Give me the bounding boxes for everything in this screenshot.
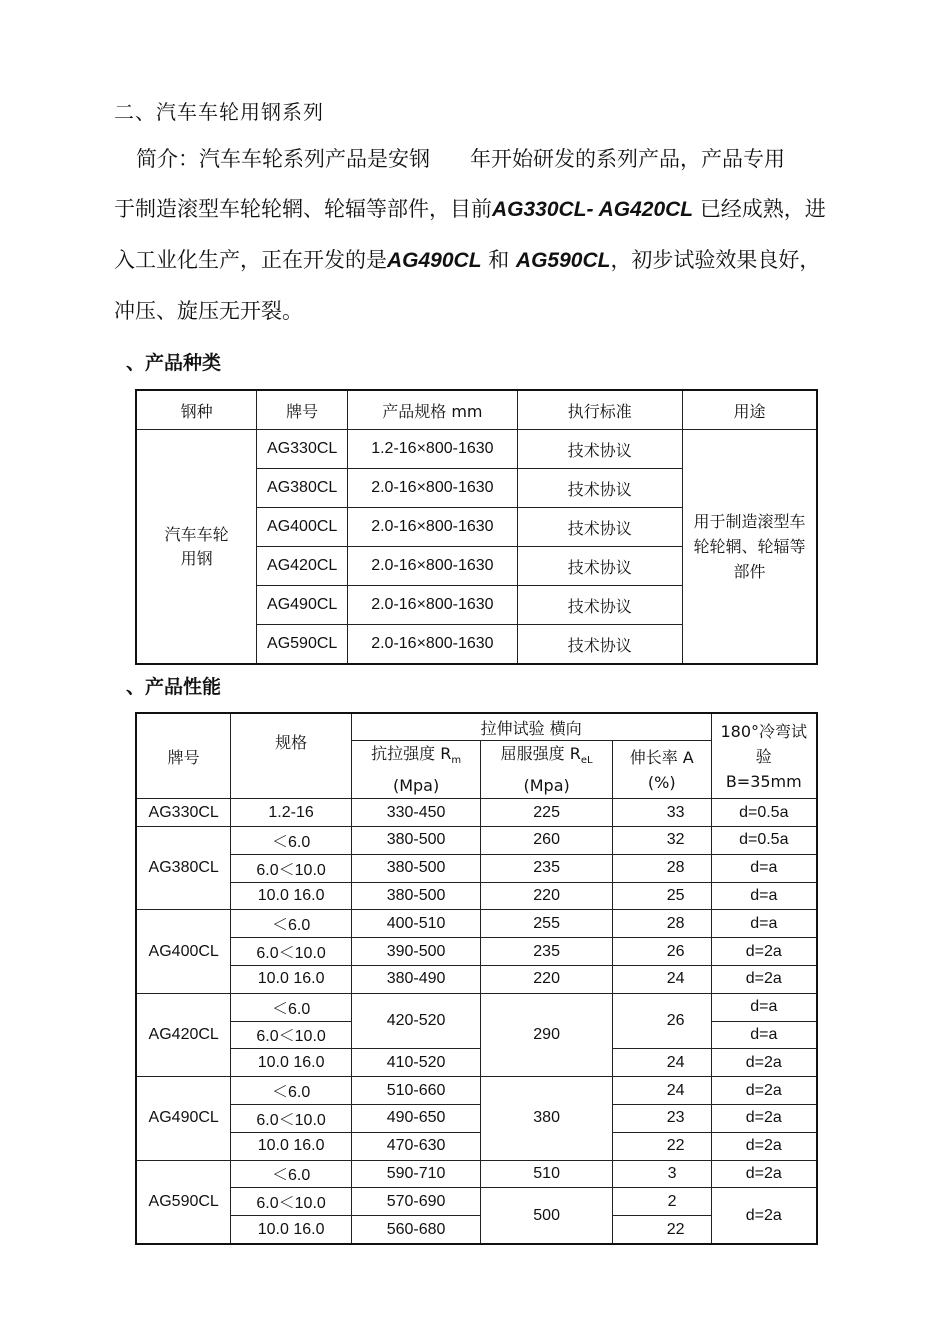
spec-cell: ＜6.0 <box>231 826 351 854</box>
bend-cell: d=2a <box>711 1049 817 1077</box>
bend-cell: d=2a <box>711 1132 817 1160</box>
spec-cell: 2.0-16×800-1630 <box>348 508 517 547</box>
standard-cell: 技术协议 <box>517 430 682 469</box>
grade-ag590: AG590CL <box>515 249 611 272</box>
spec-cell: 10.0 16.0 <box>231 1216 351 1244</box>
header-standard: 执行标准 <box>517 390 682 430</box>
rel-cell: 380 <box>481 1077 613 1160</box>
table-row <box>136 1160 817 1188</box>
elongation-cell: 2 <box>612 1188 711 1216</box>
table-row <box>136 910 817 938</box>
spec-cell: 1.2-16×800-1630 <box>348 430 517 469</box>
grade-ag490: AG490CL <box>387 249 482 272</box>
elongation-cell: 24 <box>612 1077 711 1105</box>
section-title: 二、汽车车轮用钢系列 <box>114 100 324 124</box>
header-cold-bend: 180°冷弯试验 B=35mm <box>711 713 817 799</box>
table-row <box>136 826 817 854</box>
rel-cell: 235 <box>481 854 613 882</box>
rel-cell: 510 <box>481 1160 613 1188</box>
header-grade: 牌号 <box>257 390 348 430</box>
spec-cell: 2.0-16×800-1630 <box>348 547 517 586</box>
spec-cell: 6.0＜10.0 <box>231 1021 351 1049</box>
standard-cell: 技术协议 <box>517 547 682 586</box>
table-row <box>136 430 817 469</box>
spec-cell: 10.0 16.0 <box>231 1049 351 1077</box>
spec-cell: 2.0-16×800-1630 <box>348 625 517 665</box>
grade-cell: AG330CL <box>257 430 348 469</box>
header-yield-strength: 屈服强度 $R_{eL}$ (Mpa) <box>481 741 613 799</box>
grade-cell: AG330CL <box>136 799 231 827</box>
standard-cell: 技术协议 <box>517 508 682 547</box>
rm-cell: 510-660 <box>351 1077 481 1105</box>
table-row <box>136 1104 817 1132</box>
grade-cell: AG590CL <box>257 625 348 665</box>
rel-cell: 255 <box>481 910 613 938</box>
spec-cell: 2.0-16×800-1630 <box>348 469 517 508</box>
spec-cell: 10.0 16.0 <box>231 1132 351 1160</box>
spec-cell: 10.0 16.0 <box>231 882 351 910</box>
elongation-cell: 28 <box>612 910 711 938</box>
bend-cell: d=2a <box>711 1104 817 1132</box>
header-spec: 规格 <box>231 713 351 799</box>
header-tensile: 拉伸试验 横向 <box>351 713 711 741</box>
bend-cell: d=2a <box>711 1188 817 1244</box>
intro-paragraph: 简介：汽车车轮系列产品是安钢 年开始研发的系列产品，产品专用 于制造滚型车轮轮辋、轮辐等部件，目前AG330CL- AG420CL 已经成熟，进 入工业化生产，正在开发的是AG490CL 和 AG590CL，初步试验效果良好， 冲压、旋压无开裂。 <box>114 147 826 323</box>
grade-cell: AG400CL <box>136 910 231 993</box>
table-row <box>136 882 817 910</box>
standard-cell: 技术协议 <box>517 625 682 665</box>
bend-cell: d=0.5a <box>711 799 817 827</box>
grade-cell: AG490CL <box>136 1077 231 1160</box>
bend-cell: d=a <box>711 854 817 882</box>
product-types-table <box>135 389 818 665</box>
elongation-cell: 32 <box>612 826 711 854</box>
grade-cell: AG400CL <box>257 508 348 547</box>
elongation-cell: 33 <box>612 799 711 827</box>
grade-cell: AG590CL <box>136 1160 231 1244</box>
rm-cell: 590-710 <box>351 1160 481 1188</box>
elongation-cell: 24 <box>612 965 711 993</box>
rm-cell: 380-490 <box>351 965 481 993</box>
elongation-cell: 23 <box>612 1104 711 1132</box>
rel-cell: 500 <box>481 1188 613 1244</box>
header-spec: 产品规格 mm <box>348 390 517 430</box>
rm-cell: 420-520 <box>351 993 481 1049</box>
rm-cell: 570-690 <box>351 1188 481 1216</box>
spec-cell: ＜6.0 <box>231 910 351 938</box>
bend-cell: d=2a <box>711 1160 817 1188</box>
table-row <box>136 799 817 827</box>
table-row <box>136 1132 817 1160</box>
rel-cell: 220 <box>481 882 613 910</box>
elongation-cell: 3 <box>612 1160 711 1188</box>
table-row <box>136 1077 817 1105</box>
elongation-cell: 28 <box>612 854 711 882</box>
table-header-row <box>136 713 817 741</box>
products-heading: 、产品种类 <box>126 352 222 374</box>
bend-cell: d=a <box>711 993 817 1021</box>
rm-cell: 470-630 <box>351 1132 481 1160</box>
bend-cell: d=a <box>711 882 817 910</box>
usage-cell: 用于制造滚型车轮轮辋、轮辐等部件 <box>682 430 817 665</box>
rm-cell: 400-510 <box>351 910 481 938</box>
bend-cell: d=0.5a <box>711 826 817 854</box>
table-row <box>136 1049 817 1077</box>
rm-cell: 490-650 <box>351 1104 481 1132</box>
rm-cell: 390-500 <box>351 938 481 966</box>
header-grade: 牌号 <box>136 713 231 799</box>
table-row <box>136 1188 817 1216</box>
rel-cell: 220 <box>481 965 613 993</box>
header-elongation: 伸长率 A (%) <box>612 741 711 799</box>
grade-cell: AG490CL <box>257 586 348 625</box>
rm-cell: 380-500 <box>351 854 481 882</box>
bend-cell: d=a <box>711 910 817 938</box>
rel-cell: 235 <box>481 938 613 966</box>
performance-table <box>135 712 818 1245</box>
elongation-cell: 26 <box>612 938 711 966</box>
grade-cell: AG380CL <box>136 826 231 909</box>
grade-cell: AG380CL <box>257 469 348 508</box>
bend-cell: d=2a <box>711 965 817 993</box>
standard-cell: 技术协议 <box>517 586 682 625</box>
table-row <box>136 993 817 1021</box>
table-header-row <box>136 390 817 430</box>
grade-cell: AG420CL <box>257 547 348 586</box>
spec-cell: ＜6.0 <box>231 1160 351 1188</box>
table-row <box>136 965 817 993</box>
elongation-cell: 22 <box>612 1216 711 1244</box>
header-steel-type: 钢种 <box>136 390 257 430</box>
rm-cell: 330-450 <box>351 799 481 827</box>
spec-cell: 6.0＜10.0 <box>231 1104 351 1132</box>
bend-cell: d=2a <box>711 1077 817 1105</box>
spec-cell: 6.0＜10.0 <box>231 854 351 882</box>
grade-cell: AG420CL <box>136 993 231 1076</box>
spec-cell: ＜6.0 <box>231 993 351 1021</box>
spec-cell: 1.2-16 <box>231 799 351 827</box>
rel-cell: 290 <box>481 993 613 1076</box>
bend-cell: d=a <box>711 1021 817 1049</box>
elongation-cell: 26 <box>612 993 711 1049</box>
spec-cell: ＜6.0 <box>231 1077 351 1105</box>
spec-cell: 6.0＜10.0 <box>231 1188 351 1216</box>
table-row <box>136 938 817 966</box>
rel-cell: 225 <box>481 799 613 827</box>
rm-cell: 380-500 <box>351 826 481 854</box>
header-tensile-strength: 抗拉强度 $R_m$ (Mpa) <box>351 741 481 799</box>
table-row <box>136 854 817 882</box>
spec-cell: 2.0-16×800-1630 <box>348 586 517 625</box>
elongation-cell: 22 <box>612 1132 711 1160</box>
elongation-cell: 25 <box>612 882 711 910</box>
rm-cell: 560-680 <box>351 1216 481 1244</box>
header-usage: 用途 <box>682 390 817 430</box>
steel-type-cell: 汽车车轮用钢 <box>136 430 257 665</box>
spec-cell: 6.0＜10.0 <box>231 938 351 966</box>
elongation-cell: 24 <box>612 1049 711 1077</box>
grade-range: AG330CL- AG420CL <box>492 198 694 221</box>
standard-cell: 技术协议 <box>517 469 682 508</box>
spec-cell: 10.0 16.0 <box>231 965 351 993</box>
rm-cell: 410-520 <box>351 1049 481 1077</box>
performance-heading: 、产品性能 <box>126 676 222 698</box>
rel-cell: 260 <box>481 826 613 854</box>
rm-cell: 380-500 <box>351 882 481 910</box>
bend-cell: d=2a <box>711 938 817 966</box>
